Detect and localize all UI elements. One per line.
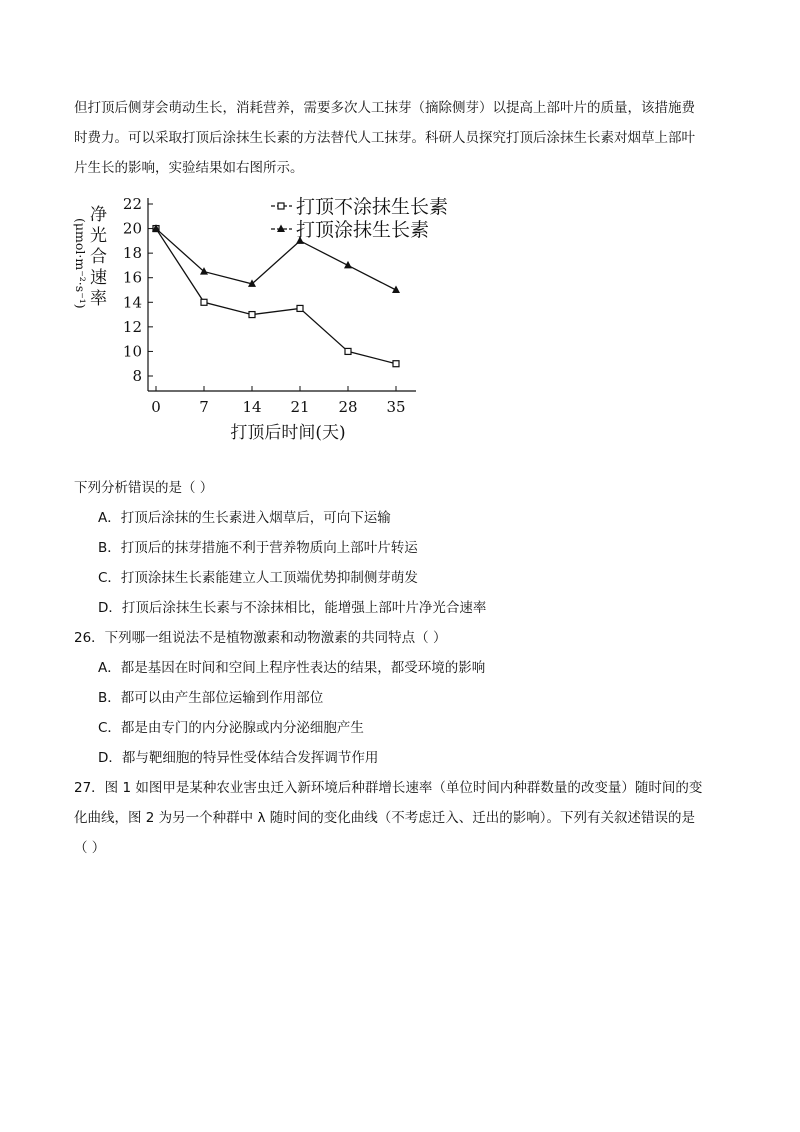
- legend-entry: [271, 196, 448, 218]
- y-axis-unit: (μmol·m⁻²·s⁻¹): [73, 218, 88, 309]
- data-point-square: [393, 361, 399, 367]
- data-point-triangle: [277, 225, 285, 233]
- q25-option-a[interactable]: A．打顶后涂抹的生长素进入烟草后，可向下运输: [98, 510, 391, 526]
- x-tick-label: 0: [151, 398, 161, 416]
- data-point-square: [345, 348, 351, 354]
- x-tick-label: 28: [338, 398, 358, 416]
- legend-label: 打顶不涂抹生长素: [296, 196, 449, 218]
- y-tick-label: 22: [122, 195, 142, 213]
- data-point-square: [249, 312, 255, 318]
- q27-line-1: 27．图 1 如图甲是某种农业害虫迁入新环境后种群增长速率（单位时间内种群数量的改变量）随时间的变: [74, 780, 703, 796]
- x-tick-label: 35: [386, 398, 406, 416]
- y-tick-label: 16: [122, 268, 142, 287]
- y-tick-label: 12: [122, 317, 142, 336]
- y-tick-label: 10: [122, 342, 142, 361]
- data-point-square: [297, 305, 303, 311]
- data-point-square: [278, 203, 284, 209]
- data-point-square: [201, 299, 207, 305]
- y-tick-label: 14: [122, 293, 142, 312]
- y-axis-title: [73, 205, 107, 309]
- q26-option-b[interactable]: B．都可以由产生部位运输到作用部位: [98, 690, 324, 706]
- intro-line-2: 时费力。可以采取打顶后涂抹生长素的方法替代人工抹芽。科研人员探究打顶后涂抹生长素对烟草上部叶: [74, 130, 695, 146]
- q27-line-2: 化曲线，图 2 为另一个种群中 λ 随时间的变化曲线（不考虑迁入、迁出的影响）。下列有关叙述错误的是: [74, 810, 695, 826]
- intro-line-3: 片生长的影响，实验结果如右图所示。: [74, 160, 304, 176]
- q25-option-d[interactable]: D．打顶后涂抹生长素与不涂抹相比，能增强上部叶片净光合速率: [98, 600, 487, 616]
- y-axis-label: [90, 205, 107, 309]
- series-1: [153, 226, 399, 367]
- x-tick-label: 21: [290, 398, 310, 416]
- y-tick-label: 18: [122, 244, 142, 263]
- y-tick-label: 8: [132, 367, 142, 385]
- x-tick-label: 7: [199, 398, 209, 416]
- q27-line-3: （ ）: [74, 840, 106, 856]
- series-line: [156, 229, 396, 364]
- q26-stem: 26．下列哪一组说法不是植物激素和动物激素的共同特点（ ）: [74, 630, 447, 646]
- y-axis-label-char: 净: [90, 205, 107, 225]
- y-tick-label: 20: [122, 219, 142, 238]
- intro-line-1: 但打顶后侧芽会萌动生长，消耗营养，需要多次人工抹芽（摘除侧芽）以提高上部叶片的质量，该措施费: [74, 100, 695, 116]
- q25-option-b[interactable]: B．打顶后的抹芽措施不利于营养物质向上部叶片转运: [98, 540, 418, 556]
- q25-option-c[interactable]: C．打顶涂抹生长素能建立人工顶端优势抑制侧芽萌发: [98, 570, 418, 586]
- q26-option-c[interactable]: C．都是由专门的内分泌腺或内分泌细胞产生: [98, 720, 364, 736]
- q26-option-a[interactable]: A．都是基因在时间和空间上程序性表达的结果，都受环境的影响: [98, 660, 486, 676]
- y-axis-label-char: 速: [90, 268, 107, 288]
- y-axis-label-char: 率: [90, 289, 107, 309]
- legend-entry: [271, 219, 429, 241]
- photosynthesis-line-chart: [66, 186, 486, 446]
- q25-stem: 下列分析错误的是（ ）: [74, 480, 214, 496]
- x-tick-label: 14: [242, 398, 262, 416]
- y-axis-label-char: 光: [90, 226, 107, 246]
- x-axis-label: 打顶后时间(天): [230, 423, 346, 443]
- q26-option-d[interactable]: D．都与靶细胞的特异性受体结合发挥调节作用: [98, 750, 379, 766]
- y-axis-label-char: 合: [90, 247, 107, 267]
- legend-label: 打顶涂抹生长素: [296, 219, 430, 241]
